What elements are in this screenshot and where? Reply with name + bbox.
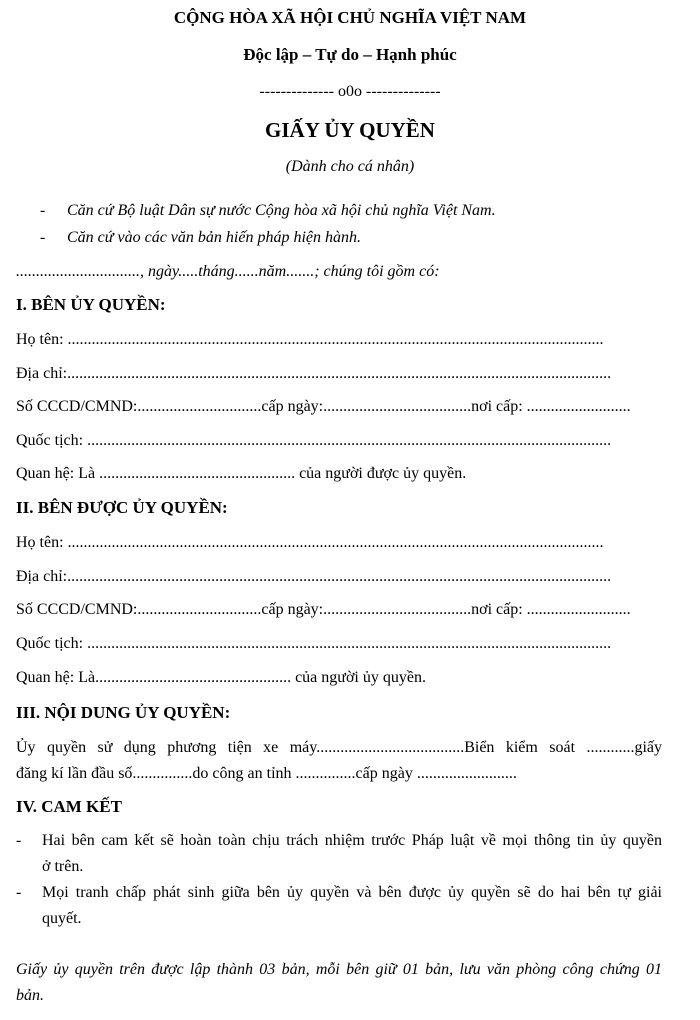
party-a-name-field: Họ tên: ...................................................................................................................................... xyxy=(16,331,604,348)
party-a-id-field: Số CCCD/CMND:...............................cấp ngày:.....................................nơi cấp: .......................... xyxy=(16,398,631,415)
commitment-bullet: - xyxy=(16,832,22,849)
document-title: GIẤY ỦY QUYỀN xyxy=(265,118,435,142)
basis-text: Căn cứ Bộ luật Dân sự nước Cộng hòa xã hội chủ nghĩa Việt Nam. xyxy=(67,202,496,219)
basis-text: Căn cứ vào các văn bản hiến pháp hiện hành. xyxy=(67,229,361,246)
party-a-address-field: Địa chỉ:........................................................................................................................................ xyxy=(16,365,612,382)
header-separator: -------------- o0o -------------- xyxy=(259,83,441,100)
footer-note: bản. xyxy=(16,987,44,1004)
party-b-id-field: Số CCCD/CMND:...............................cấp ngày:.....................................nơi cấp: .......................... xyxy=(16,601,631,618)
national-title: CỘNG HÒA XÃ HỘI CHỦ NGHĨA VIỆT NAM xyxy=(173,8,527,27)
commitment-text: Mọi tranh chấp phát sinh giữa bên ủy quyền và bên được ủy quyền sẽ do hai bên tự giải xyxy=(42,884,662,901)
basis-item xyxy=(40,202,496,220)
commitment-text: Hai bên cam kết sẽ hoàn toàn chịu trách nhiệm trước Pháp luật về mọi thông tin ủy quyền xyxy=(42,832,662,849)
national-motto: Độc lập – Tự do – Hạnh phúc xyxy=(243,45,457,64)
section-heading-content: III. NỘI DUNG ỦY QUYỀN: xyxy=(16,703,231,722)
document-subtitle: (Dành cho cá nhân) xyxy=(285,158,415,175)
commitment-bullet: - xyxy=(16,884,22,901)
section-heading-commitment: IV. CAM KẾT xyxy=(16,797,122,816)
party-a-nationality-field: Quốc tịch: ................................................................................................................................... xyxy=(16,432,612,449)
party-b-nationality-field: Quốc tịch: ................................................................................................................................... xyxy=(16,635,612,652)
party-a-relation-field: Quan hệ: Là ................................................. của người được ủy quyền. xyxy=(16,465,467,482)
commitment-text: quyết. xyxy=(42,910,82,927)
section-heading-party-b: II. BÊN ĐƯỢC ỦY QUYỀN: xyxy=(16,498,228,517)
bullet-dash: - xyxy=(40,229,46,246)
section-heading-party-a: I. BÊN ỦY QUYỀN: xyxy=(16,295,166,314)
footer-note: Giấy ủy quyền trên được lập thành 03 bản, mỗi bên giữ 01 bản, lưu văn phòng công chứng 01 xyxy=(16,961,662,978)
party-b-relation-field: Quan hệ: Là................................................. của người ủy quyền. xyxy=(16,669,426,686)
content-line: đăng kí lần đầu số...............do công an tỉnh ...............cấp ngày ......................... xyxy=(16,765,517,782)
date-line: ..............................., ngày.....tháng......năm.......; chúng tôi gồm có: xyxy=(16,263,440,280)
basis-item xyxy=(40,229,361,247)
content-line: Ủy quyền sử dụng phương tiện xe máy.....................................Biển kiểm soát ............giấy xyxy=(16,739,662,756)
commitment-text: ở trên. xyxy=(42,858,84,875)
party-b-address-field: Địa chỉ:........................................................................................................................................ xyxy=(16,568,612,585)
party-b-name-field: Họ tên: ...................................................................................................................................... xyxy=(16,534,604,551)
bullet-dash: - xyxy=(40,202,46,219)
